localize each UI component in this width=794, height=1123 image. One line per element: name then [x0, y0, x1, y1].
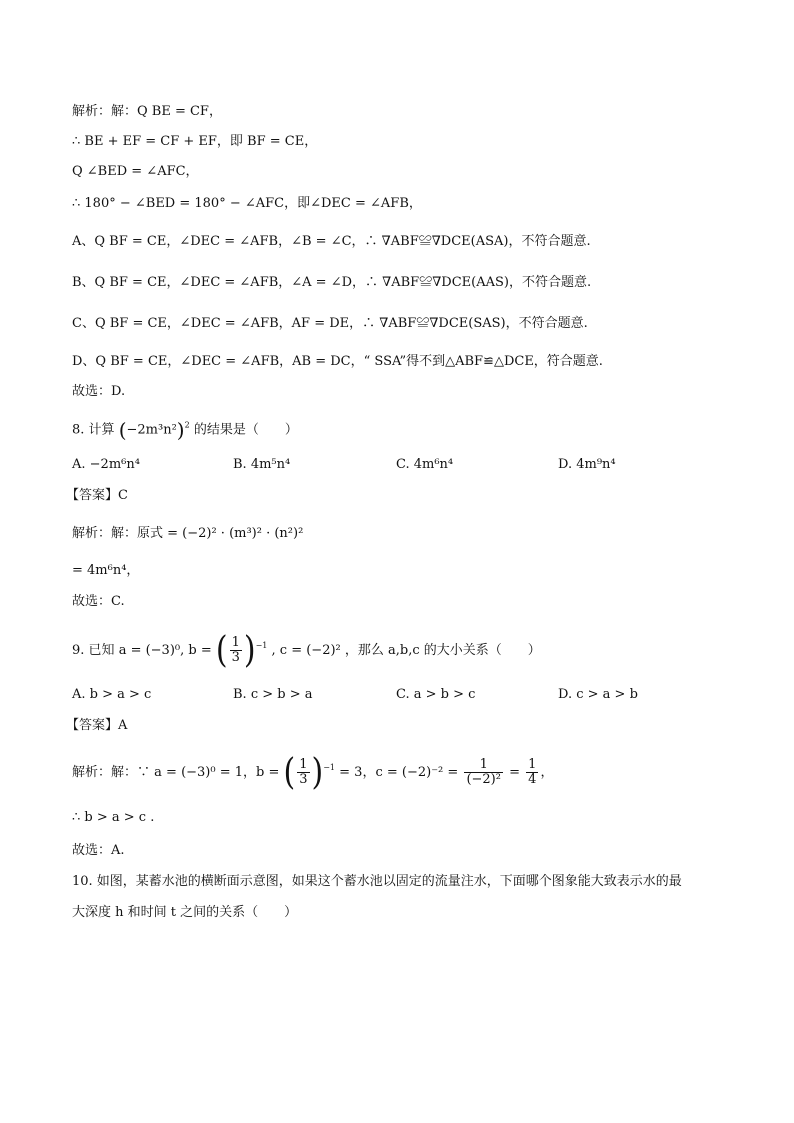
q8-expr-inner: −2m³n²: [126, 422, 177, 438]
analysis-option-a: A、Q BF = CE，∠DEC = ∠AFB，∠B = ∠C，∴ ∇ABF≌∇DCE(ASA)，不符合题意.: [72, 234, 591, 249]
q9-an-f3-num: 1: [528, 757, 537, 772]
q9-frac-exp: −1: [255, 641, 268, 650]
q8-outer-exp: 2: [184, 420, 190, 430]
analysis-option-d: D、Q BF = CE，∠DEC = ∠AFB，AB = DC，“ SSA”得不到△ABF≌△DCE，符合题意.: [72, 354, 603, 369]
q9-an-f2-den: (−2)²: [466, 772, 501, 787]
q8-stem-prefix: 8. 计算: [72, 422, 115, 438]
choice-q7: 故选：D.: [72, 384, 126, 399]
analysis-line-1: 解析：解：Q BE = CF，: [72, 104, 222, 119]
q9-analysis-bval: = 3，c = (−2)⁻² =: [339, 765, 459, 780]
question-10-line-1: 10. 如图，某蓄水池的横断面示意图，如果这个蓄水池以固定的流量注水，下面哪个图象能大致表示水的最: [72, 874, 682, 889]
q9-option-d: D. c > a > b: [558, 687, 638, 702]
q9-frac-close: ): [243, 628, 256, 671]
q8-option-a: A. −2m⁶n⁴: [72, 457, 140, 472]
q8-option-b: B. 4m⁵n⁴: [233, 457, 291, 472]
q9-an-frac-open: (: [283, 750, 296, 793]
q9-stem-a: a = (−3)⁰, b =: [118, 643, 212, 658]
q9-option-b: B. c > b > a: [233, 687, 313, 702]
q8-answer: 【答案】C: [66, 488, 128, 503]
q9-stem-suffix: ，那么 a,b,c 的大小关系（ ）: [344, 643, 541, 658]
q9-an-f3-den: 4: [528, 772, 537, 787]
q8-analysis-2: = 4m⁶n⁴，: [72, 563, 140, 578]
analysis-option-c: C、Q BF = CE，∠DEC = ∠AFB，AF = DE，∴ ∇ABF≌∇DCE(SAS)，不符合题意.: [72, 316, 588, 331]
question-9-stem: [72, 628, 541, 671]
q9-frac-open: (: [215, 628, 228, 671]
q9-an-f2-num: 1: [464, 758, 503, 773]
q9-analysis-a: a = (−3)⁰ = 1，b =: [154, 765, 280, 780]
q9-an-frac-num: 1: [299, 757, 308, 772]
q8-option-c: C. 4m⁶n⁴: [396, 457, 454, 472]
q8-stem-suffix: 的结果是（ ）: [193, 422, 298, 438]
q8-close-paren: ): [176, 418, 185, 442]
q9-an-frac-exp: −1: [323, 763, 336, 772]
q9-answer: 【答案】A: [66, 718, 128, 733]
q8-option-d: D. 4m⁹n⁴: [558, 457, 616, 472]
q8-analysis-1: 解析：解：原式 = (−2)² · (m³)² · (n²)²: [72, 526, 304, 541]
choice-q8: 故选：C.: [72, 594, 125, 609]
q9-option-a: A. b > a > c: [72, 687, 152, 702]
q9-an-fraction-3: [526, 758, 538, 787]
question-10-line-2: 大深度 h 和时间 t 之间的关系（ ）: [72, 905, 298, 920]
q9-an-fraction: [297, 758, 309, 787]
q9-frac-num: 1: [231, 635, 240, 650]
analysis-line-3: Q ∠BED = ∠AFC，: [72, 164, 199, 179]
q9-an-frac-den: 3: [299, 772, 308, 787]
q9-option-c: C. a > b > c: [396, 687, 476, 702]
q9-analysis-prefix: 解析：解：∵: [72, 765, 151, 780]
choice-q9: 故选：A.: [72, 843, 125, 858]
q9-conclusion: ∴ b > a > c .: [72, 810, 155, 825]
q9-stem-c: , c = (−2)²: [271, 643, 341, 658]
q9-analysis-eq: =: [509, 765, 521, 780]
question-8-stem: [72, 420, 298, 441]
q9-fraction: [230, 636, 242, 665]
q9-an-fraction-2: [464, 758, 503, 787]
q8-open-paren: (: [118, 418, 127, 442]
q9-stem-prefix: 9. 已知: [72, 643, 115, 658]
q9-analysis-1: [72, 750, 554, 793]
analysis-line-4: ∴ 180° − ∠BED = 180° − ∠AFC，即∠DEC = ∠AFB，: [72, 196, 422, 211]
q9-frac-den: 3: [231, 650, 240, 665]
q9-an-frac-close: ): [311, 750, 324, 793]
analysis-option-b: B、Q BF = CE，∠DEC = ∠AFB，∠A = ∠D，∴ ∇ABF≌∇DCE(AAS)，不符合题意.: [72, 275, 592, 290]
analysis-line-2: ∴ BE + EF = CF + EF，即 BF = CE，: [72, 134, 318, 149]
q9-analysis-end: ，: [540, 765, 554, 780]
